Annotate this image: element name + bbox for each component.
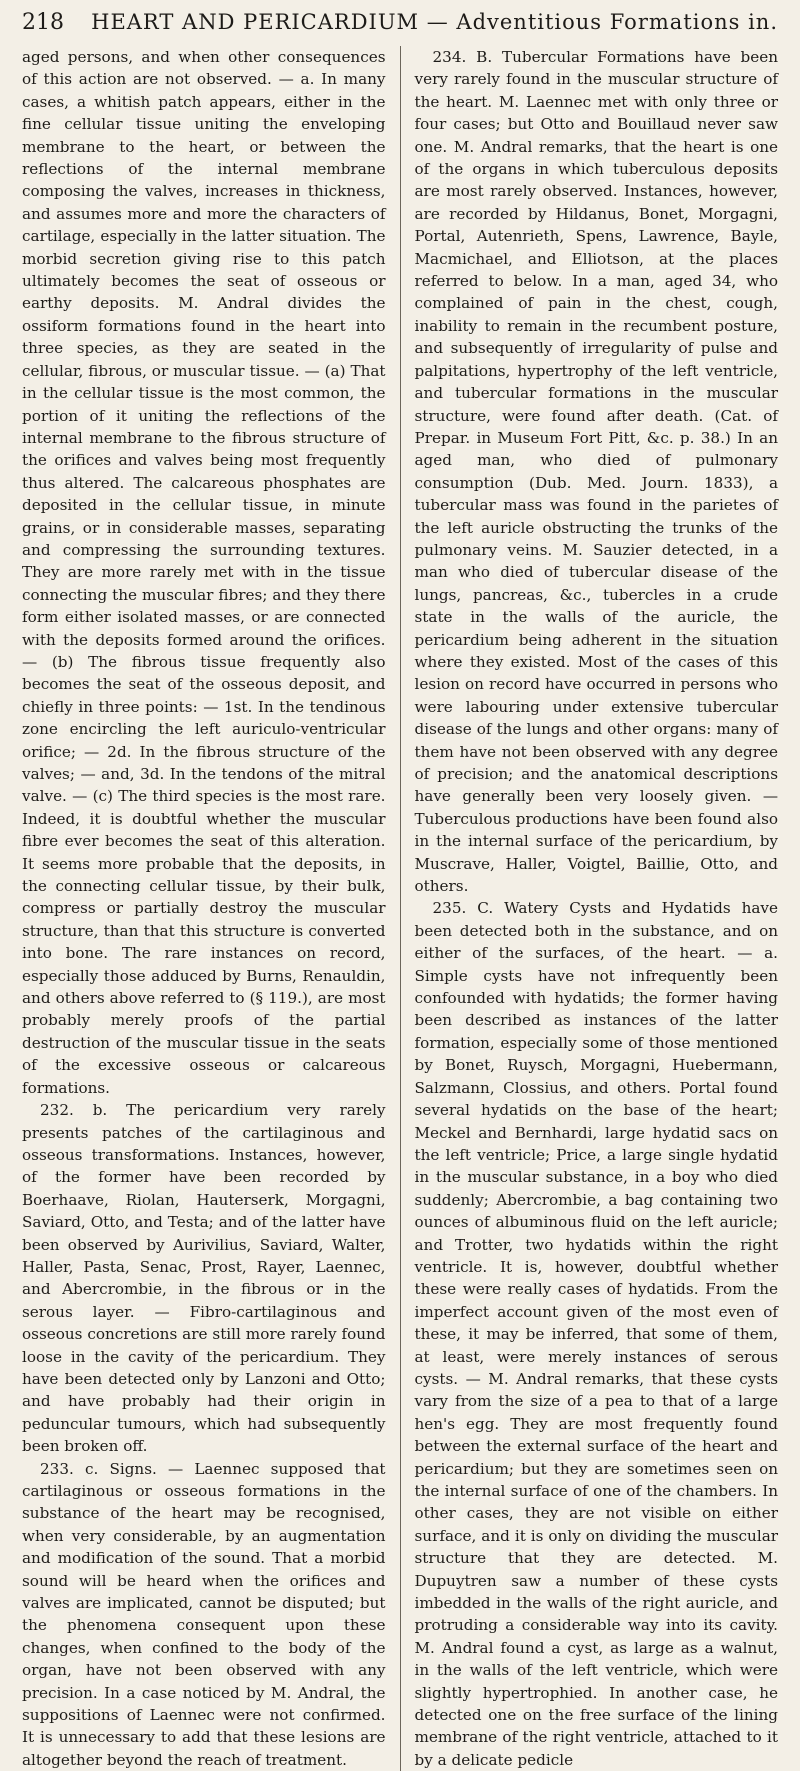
paragraph-235: 235. C. Watery Cysts and Hydatids have been detected both in the substance, and on either of the surfaces, of the heart. — a. Simple cysts have not infrequently been confounded with hydatids; the former having been described as instances of the latter formation, especially some of those mentioned by Bonet, Ruysch, Morgagni, Huebermann, Salzmann, Clossius, and others. Portal found several hydatids on the base of the heart; Meckel and Bernhardi, large hydatid sacs on the left ventricle; Price, a large single hydatid in the muscular substance, in a boy who died suddenly; Abercrombie, a bag containing two ounces of albuminous fluid on the left auricle; and Trotter, two hydatids within the right ventricle. It is, however, doubtful whether these were really cases of hydatids. From the imperfect account given of the most even of these, it may be inferred, that some of them, at least, were merely instances of serous cysts. — M. Andral remarks, that these cysts vary from the size of a pea to that of a large hen's egg. They are most frequently found between the external surface of the heart and pericardium; but they are sometimes seen on the internal surface of one of the chambers. In other cases, they are not visible on either surface, and it is only on dividing the muscular structure that they are detected. M. Dupuytren saw a number of these cysts imbedded in the walls of the right auricle, and protruding a considerable way into its cavity. M. Andral found a cyst, as large as a walnut, in the walls of the left ventricle, which were slightly hypertrophied. In another case, he detected one on the free surface of the lining membrane of the right ventricle, attached to it by a delicate pedicle: [414, 899, 779, 1769]
page-header: [22, 10, 778, 44]
running-title: HEART AND PERICARDIUM — Adventitious Formations in.: [91, 10, 778, 34]
paragraph-234: 234. B. Tubercular Formations have been very rarely found in the muscular structure of the heart. M. Laennec met with only three or four cases; but Otto and Bouillaud never saw one. M. Andral remarks, that the heart is one of the organs in which tuberculous deposits are most rarely observed. Instances, however, are recorded by Hildanus, Bonet, Morgagni, Portal, Autenrieth, Spens, Lawrence, Bayle, Macmichael, and Elliotson, at the places referred to below. In a man, aged 34, who complained of pain in the chest, cough, inability to remain in the recumbent posture, and subsequently of irregularity of pulse and palpitations, hypertrophy of the left ventricle, and tubercular formations in the muscular structure, were found after death. (Cat. of Prepar. in Museum Fort Pitt, &c. p. 38.) In an aged man, who died of pulmonary consumption (Dub. Med. Journ. 1833), a tubercular mass was found in the parietes of the left auricle obstructing the trunks of the pulmonary veins. M. Sauzier detected, in a man who died of tubercular disease of the lungs, pancreas, &c., tubercles in a crude state in the walls of the auricle, the pericardium being adherent in the situation where they existed. Most of the cases of this lesion on record have occurred in persons who were labouring under extensive tubercular disease of the lungs and other organs: many of them have not been observed with any degree of precision; and the anatomical descriptions have generally been very loosely given. — Tuberculous productions have been found also in the internal surface of the pericardium, by Muscrave, Haller, Voigtel, Baillie, Otto, and others.: [414, 48, 779, 896]
paragraph-233: 233. c. Signs. — Laennec supposed that cartilaginous or osseous formations in the substance of the heart may be recognised, when very considerable, by an augmentation and modification of the sound. That a morbid sound will be heard when the orifices and valves are implicated, cannot be disputed; but the phenomena consequent upon these changes, when confined to the body of the organ, have not been observed with any precision. In a case noticed by M. Andral, the suppositions of Laennec were not confirmed. It is unnecessary to add that these lesions are altogether beyond the reach of treatment.: [22, 1459, 386, 1769]
paragraph-continued: aged persons, and when other consequences of this action are not observed. — a. In many cases, a whitish patch appears, either in the fine cellular tissue uniting the enveloping membrane to the heart, or between the reflections of the internal membrane composing the valves, increases in thickness, and assumes more and more the characters of cartilage, especially in the latter situation. The morbid secretion giving rise to this patch ultimately becomes the seat of osseous or earthy deposits. M. Andral divides the ossiform formations found in the heart into three species, as they are seated in the cellular, fibrous, or muscular tissue. — (a) That in the cellular tissue is the most common, the portion of it uniting the reflections of the internal membrane to the fibrous structure of the orifices and valves being most frequently thus altered. The calcareous phosphates are deposited in the cellular tissue, in minute grains, or in considerable masses, separating and compressing the surrounding textures. They are more rarely met with in the tissue connecting the muscular fibres; and they there form either isolated masses, or are connected with the deposits formed around the orifices. — (b) The fibrous tissue frequently also becomes the seat of the osseous deposit, and chiefly in three points: — 1st. In the tendinous zone encircling the left auriculo-ventricular orifice; — 2d. In the fibrous structure of the valves; — and, 3d. In the tendons of the mitral valve. — (c) The third species is the most rare. Indeed, it is doubtful whether the muscular fibre ever becomes the seat of this alteration. It seems more probable that the deposits, in the connecting cellular tissue, by their bulk, compress or partially destroy the muscular structure, than that this structure is converted into bone. The rare instances on record, especially those adduced by Burns, Renauldin, and others above referred to (§ 119.), are most probably merely proofs of the partial destruction of the muscular tissue in the seats of the excessive osseous or calcareous formations.: [22, 48, 386, 1097]
text-columns: [22, 46, 778, 1771]
left-column: [22, 46, 386, 1771]
page-number: 218: [22, 10, 64, 35]
paragraph-232: 232. b. The pericardium very rarely presents patches of the cartilaginous and osseous transformations. Instances, however, of the former have been recorded by Boerhaave, Riolan, Hauterserk, Morgagni, Saviard, Otto, and Testa; and of the latter have been observed by Aurivilius, Saviard, Walter, Haller, Pasta, Senac, Prost, Rayer, Laennec, and Abercrombie, in the fibrous or in the serous layer. — Fibro-cartilaginous and osseous concretions are still more rarely found loose in the cavity of the pericardium. They have been detected only by Lanzoni and Otto; and have probably had their origin in peduncular tumours, which had subsequently been broken off.: [22, 1101, 386, 1456]
column-divider: [400, 46, 401, 1771]
right-column: [415, 46, 779, 1771]
